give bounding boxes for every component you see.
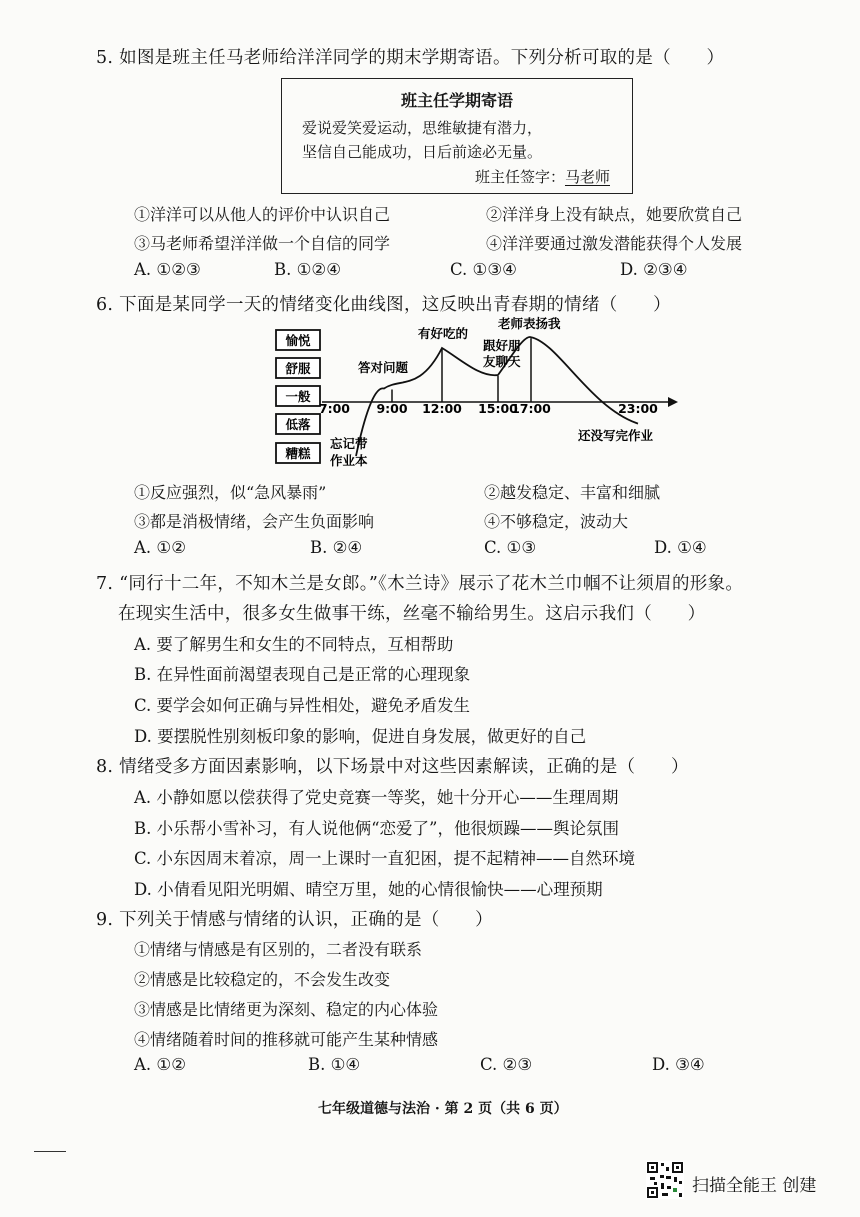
chart-annotation: 作业本 [330, 453, 368, 468]
chart-annotation: 忘记带 [330, 436, 368, 451]
x-tick-label: 7:00 [318, 401, 350, 416]
q9-option-b: B. ①④ [308, 1055, 361, 1074]
q5-statement-2: ②洋洋身上没有缺点，她要欣赏自己 [486, 205, 743, 224]
x-tick-label: 15:00 [478, 401, 518, 416]
q5-statement-4: ④洋洋要通过激发潜能获得个人发展 [486, 234, 743, 253]
x-axis-arrow [668, 397, 678, 407]
q5-option-b: B. ①②④ [274, 260, 341, 279]
q6-option-b: B. ②④ [310, 538, 363, 557]
q8-stem: 8. 情绪受多方面因素影响，以下场景中对这些因素解读，正确的是（ ） [96, 757, 689, 777]
chart-annotation: 有好吃的 [418, 326, 469, 341]
q9-statement-1: ①情绪与情感是有区别的，二者没有联系 [134, 940, 423, 959]
level-label: 舒服 [285, 361, 311, 376]
q9-statement-4: ④情绪随着时间的推移就可能产生某种情感 [134, 1030, 439, 1049]
signature-label: 班主任签字： [474, 168, 565, 186]
q6-stem: 6. 下面是某同学一天的情绪变化曲线图，这反映出青春期的情绪（ ） [96, 295, 671, 315]
qr-code-icon [646, 1161, 684, 1199]
box-title: 班主任学期寄语 [400, 91, 513, 110]
q7-option-a: A. 要了解男生和女生的不同特点，互相帮助 [134, 635, 454, 654]
q6-option-d: D. ①④ [654, 538, 707, 557]
emotion-curve-chart [0, 0, 860, 480]
q5-option-d: D. ②③④ [620, 260, 688, 279]
corner-mark [34, 1151, 66, 1152]
q8-option-b: B. 小乐帮小雪补习，有人说他俩“恋爱了”，他很烦躁——舆论氛围 [134, 819, 619, 838]
q6-option-a: A. ①② [134, 538, 186, 557]
chart-annotation: 还没写完作业 [578, 428, 654, 443]
q7-option-b: B. 在异性面前渴望表现自己是正常的心理现象 [134, 665, 471, 684]
page-footer: 七年级道德与法治 · 第 2 页（共 6 页） [318, 1101, 568, 1117]
x-tick-label: 9:00 [376, 401, 408, 416]
q7-stem-line-2: 在现实生活中，很多女生做事干练，丝毫不输给男生。这启示我们（ ） [118, 604, 706, 624]
level-label: 低落 [285, 417, 311, 432]
chart-annotation: 老师表扬我 [498, 316, 561, 331]
q6-statement-3: ③都是消极情绪，会产生负面影响 [134, 512, 375, 531]
q6-statement-4: ④不够稳定，波动大 [484, 512, 629, 531]
signature-name: 马老师 [564, 168, 610, 186]
q5-option-c: C. ①③④ [450, 260, 517, 279]
q7-stem-line-1: 7. “同行十二年，不知木兰是女郎。”《木兰诗》展示了花木兰巾帼不让须眉的形象。 [96, 574, 744, 594]
q9-stem: 9. 下列关于情感与情绪的认识，正确的是（ ） [96, 910, 493, 930]
q5-option-a: A. ①②③ [134, 260, 201, 279]
q9-statement-2: ②情感是比较稳定的，不会发生改变 [134, 970, 391, 989]
q8-option-a: A. 小静如愿以偿获得了党史竞赛一等奖，她十分开心——生理周期 [134, 788, 619, 807]
x-tick-label: 12:00 [422, 401, 462, 416]
q7-option-d: D. 要摆脱性别刻板印象的影响，促进自身发展，做更好的自己 [134, 727, 587, 746]
q8-option-c: C. 小东因周末着凉，周一上课时一直犯困，提不起精神——自然环境 [134, 849, 636, 868]
x-tick-label: 23:00 [618, 401, 658, 416]
q7-option-c: C. 要学会如何正确与异性相处，避免矛盾发生 [134, 696, 471, 715]
q9-statement-3: ③情感是比情绪更为深刻、稳定的内心体验 [134, 1000, 439, 1019]
x-tick-label: 17:00 [511, 401, 551, 416]
q8-option-d: D. 小倩看见阳光明媚、晴空万里，她的心情很愉快——心理预期 [134, 880, 603, 899]
box-line-1: 爱说爱笑爱运动，思维敏捷有潜力， [302, 119, 543, 137]
q9-option-c: C. ②③ [480, 1055, 533, 1074]
chart-annotation: 友聊天 [483, 354, 521, 369]
q9-option-a: A. ①② [134, 1055, 186, 1074]
scanner-brand-text: 扫描全能王 创建 [692, 1176, 817, 1196]
level-label: 愉悦 [285, 333, 311, 348]
q6-option-c: C. ①③ [484, 538, 537, 557]
q5-statement-3: ③马老师希望洋洋做一个自信的同学 [134, 234, 391, 253]
chart-annotation: 答对问题 [358, 360, 409, 375]
q6-statement-1: ①反应强烈，似“急风暴雨” [134, 483, 327, 502]
q6-statement-2: ②越发稳定、丰富和细腻 [484, 483, 661, 502]
q5-stem: 5. 如图是班主任马老师给洋洋同学的期末学期寄语。下列分析可取的是（ ） [96, 48, 725, 68]
level-label: 糟糕 [285, 446, 311, 461]
level-label: 一般 [285, 389, 311, 404]
q5-statement-1: ①洋洋可以从他人的评价中认识自己 [134, 205, 391, 224]
q9-option-d: D. ③④ [652, 1055, 705, 1074]
chart-annotation: 跟好朋 [483, 338, 521, 353]
box-line-2: 坚信自己能成功，日后前途必无量。 [302, 143, 543, 161]
